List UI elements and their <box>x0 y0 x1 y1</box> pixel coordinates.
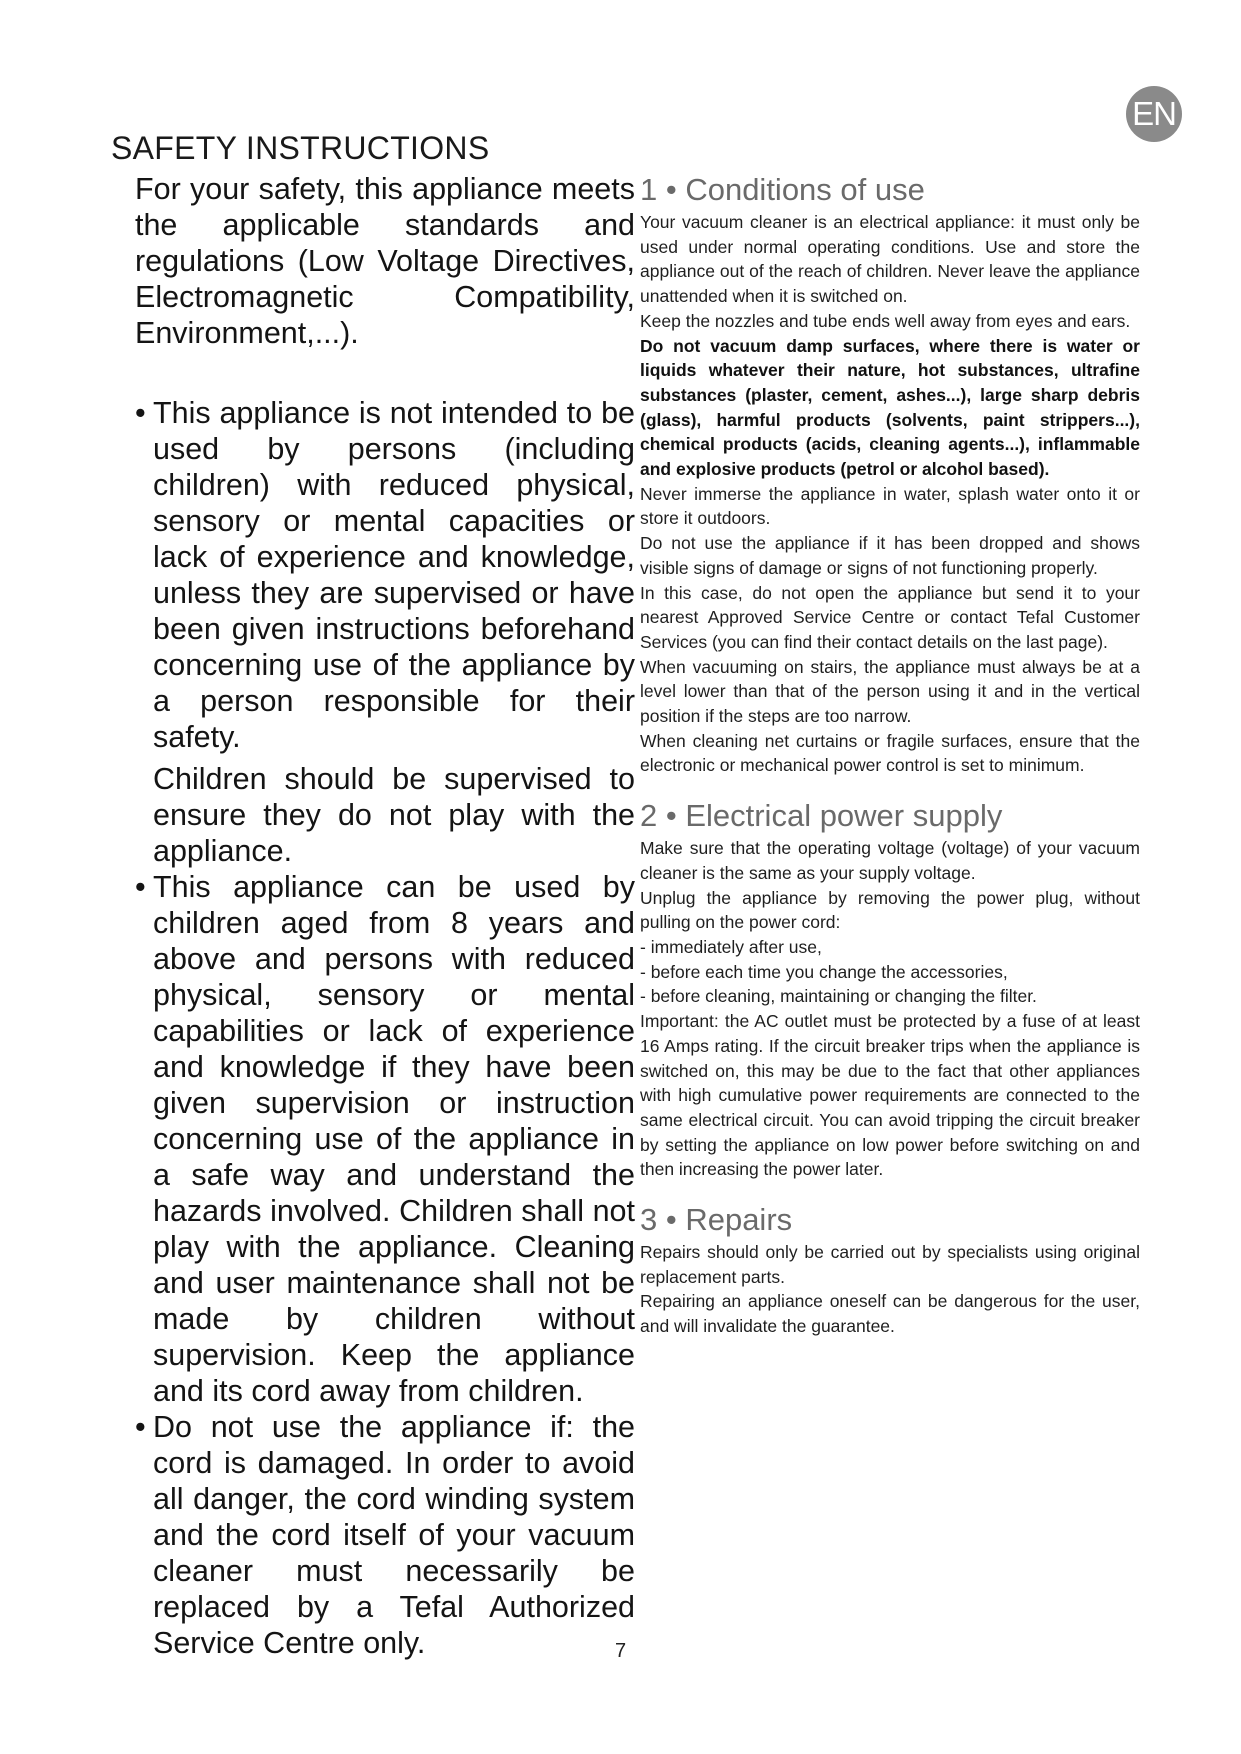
language-badge: EN <box>1126 86 1182 142</box>
section-heading: 3 • Repairs <box>640 1202 793 1238</box>
paragraph: Keep the nozzles and tube ends well away from eyes and ears. <box>640 310 1131 331</box>
bullet-symbol: • <box>135 1410 146 1444</box>
bullet-text: This appliance can be used by children aged from 8 years and above and persons with reduced physical, sensory or mental capabilities or lack of experience and knowledge if they have been given supervision or instruction concerning use of the appliance in a safe way and understand the hazards involved. Children shall not play with the appliance. Cleaning and user maintenance shall not be made by children without supervision. Keep the appliance and its cord away from children. <box>153 870 635 1408</box>
paragraph: Make sure that the operating voltage (voltage) of your vacuum cleaner is the same as your supply voltage. <box>640 838 1140 883</box>
page-title: SAFETY INSTRUCTIONS <box>111 130 490 166</box>
paragraph: Your vacuum cleaner is an electrical appliance: it must only be used under normal operating conditions. Use and store the appliance out of the reach of children. Never leave the appliance unattended when it is switched on. <box>640 212 1140 307</box>
page-number: 7 <box>614 1640 627 1662</box>
dash-list-item: - before cleaning, maintaining or changing the filter. <box>640 986 1037 1007</box>
section-conditions-of-use <box>640 172 1140 778</box>
bullet-symbol: • <box>135 396 146 430</box>
paragraph: In this case, do not open the appliance but send it to your nearest Approved Service Centre or contact Tefal Customer Services (you can find their contact details on the last page). <box>640 582 1140 652</box>
bullet-extra: Children should be supervised to ensure they do not play with the appliance. <box>153 762 635 868</box>
paragraph: Unplug the appliance by removing the power plug, without pulling on the power cord: <box>640 887 1140 933</box>
bullet-item <box>135 1409 635 1661</box>
paragraph: Repairs should only be carried out by specialists using original replacement parts. <box>640 1242 1140 1287</box>
sections-column <box>640 172 1140 1339</box>
section-heading: 2 • Electrical power supply <box>640 798 1003 834</box>
paragraph: Never immerse the appliance in water, splash water onto it or store it outdoors. <box>640 483 1140 529</box>
section-heading: 1 • Conditions of use <box>640 172 925 207</box>
bullet-symbol: • <box>135 870 146 904</box>
dash-list-item: - before each time you change the accessories, <box>640 961 1008 982</box>
paragraph: Repairing an appliance oneself can be dangerous for the user, and will invalidate the guarantee. <box>640 1291 1140 1337</box>
paragraph: Important: the AC outlet must be protected by a fuse of at least 16 Amps rating. If the circuit breaker trips when the appliance is switched on, this may be due to the fact that other appliances with high cumulative power requirements are connected to the same electrical circuit. You can avoid tripping the circuit breaker by setting the appliance on low power before switching on and then increasing the power later. <box>640 1011 1140 1180</box>
paragraph: When vacuuming on stairs, the appliance must always be at a level lower than that of the person using it and in the vertical position if the steps are too narrow. <box>640 656 1140 727</box>
bullet-item <box>135 869 635 1409</box>
safety-intro-column <box>135 171 635 1661</box>
paragraph: Do not use the appliance if it has been dropped and shows visible signs of damage or signs of not functioning properly. <box>640 533 1140 578</box>
dash-list-item: - immediately after use, <box>640 936 822 957</box>
intro-paragraph: For your safety, this appliance meets the applicable standards and regulations (Low Voltage Directives, Electromagnetic Compatibility, Environment,...). <box>135 172 635 350</box>
bullet-text: Do not use the appliance if: the cord is damaged. In order to avoid all danger, the cord winding system and the cord itself of your vacuum cleaner must necessarily be replaced by a Tefal Authorized Service Centre only. <box>153 1410 635 1660</box>
bullet-text: This appliance is not intended to be used by persons (including children) with reduced physical, sensory or mental capacities or lack of experience and knowledge, unless they are supervised or have been given instructions beforehand concerning use of the appliance by a person responsible for their safety. <box>153 396 635 754</box>
section-electrical-power-supply <box>640 798 1140 1182</box>
warning-paragraph: Do not vacuum damp surfaces, where there is water or liquids whatever their nature, hot substances, ultrafine substances (plaster, cement, ashes...), large sharp debris (glass), harmful products (solvents, paint strippers...), chemical products (acids, cleaning agents...), inflammable and explosive products (petrol or alcohol based). <box>640 335 1140 480</box>
section-repairs <box>640 1202 1140 1339</box>
paragraph: When cleaning net curtains or fragile surfaces, ensure that the electronic or mechanical power control is set to minimum. <box>640 730 1140 776</box>
bullet-item <box>135 395 635 869</box>
